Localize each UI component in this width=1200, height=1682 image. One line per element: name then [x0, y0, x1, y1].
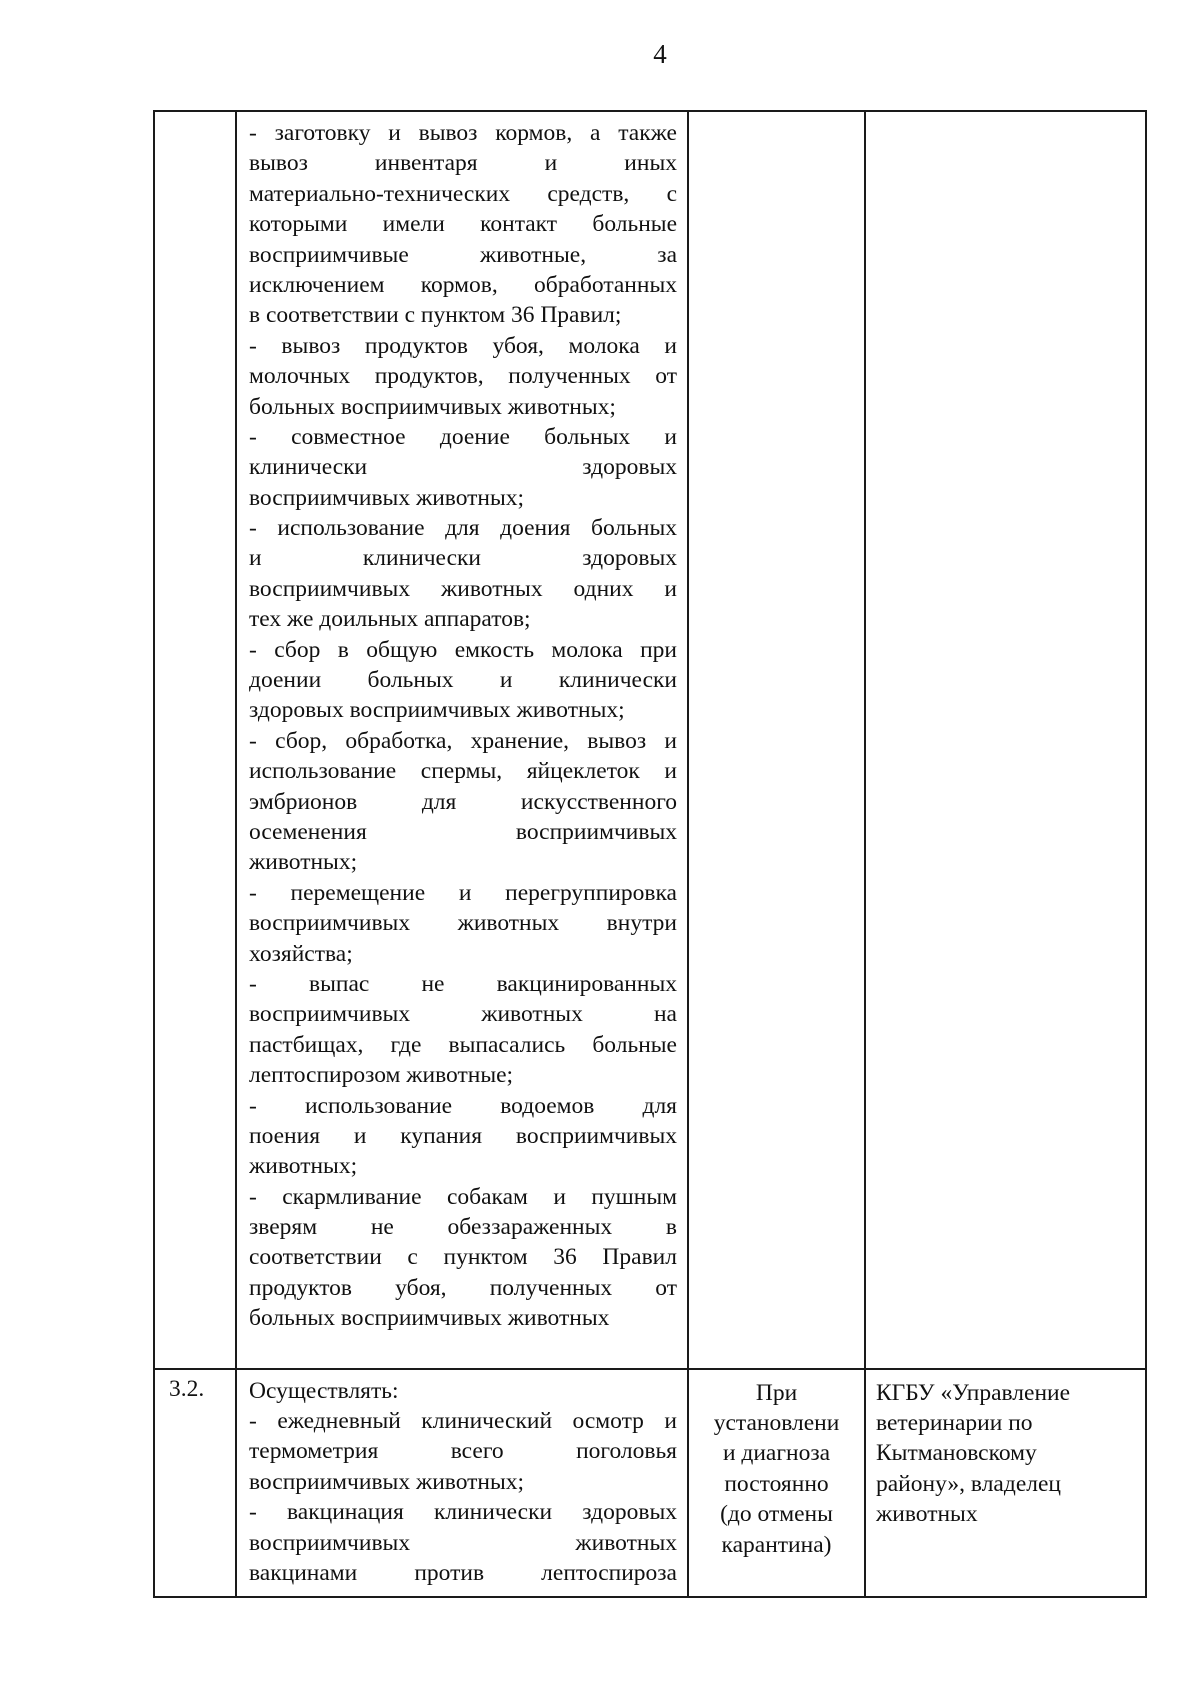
time-text — [693, 1378, 860, 1560]
responsible-line: КГБУ «Управление — [876, 1379, 1071, 1406]
page-number: 4 — [653, 39, 667, 69]
activity-line: материально-технических средств, с — [249, 180, 677, 207]
activity-line: зверям не обеззараженных в — [249, 1214, 677, 1241]
responsible-line: животных — [876, 1501, 978, 1528]
activity-line: - совместное доение больных и — [249, 423, 677, 450]
activity-line: термометрия всего поголовья — [249, 1438, 677, 1465]
responsible-line: Кытмановскому — [876, 1440, 1037, 1467]
activity-line: - использование для доения больных — [249, 515, 677, 542]
responsible-cell — [865, 111, 1146, 1369]
activity-line: клинически здоровых — [249, 454, 677, 481]
activity-line: - вакцинация клинически здоровых — [249, 1499, 677, 1526]
activity-line: Осуществлять: — [249, 1377, 399, 1404]
activity-line: - вывоз продуктов убоя, молока и — [249, 332, 677, 359]
activity-line: - выпас не вакцинированных — [249, 970, 677, 997]
activity-line: молочных продуктов, полученных от — [249, 363, 677, 390]
activity-line: больных восприимчивых животных; — [249, 393, 616, 420]
activity-line: - ежедневный клинический осмотр и — [249, 1408, 677, 1435]
responsible-cell — [865, 1369, 1146, 1598]
responsible-text — [876, 1378, 1139, 1530]
activity-line: осеменения восприимчивых — [249, 818, 677, 845]
time-line: установлени — [713, 1410, 840, 1437]
measures-table — [153, 110, 1147, 1598]
row-number-cell — [154, 111, 236, 1369]
activity-line: в соответствии с пунктом 36 Правил; — [249, 302, 622, 329]
row-number: 3.2. — [169, 1375, 205, 1402]
activity-cell — [236, 1369, 688, 1598]
row-number-cell — [154, 1369, 236, 1598]
activity-line: восприимчивые животные, за — [249, 241, 677, 268]
activity-line: - скармливание собакам и пушным — [249, 1183, 677, 1210]
activity-line: восприимчивых животных; — [249, 484, 525, 511]
activity-line: лептоспирозом животные; — [249, 1062, 514, 1089]
time-line: (до отмены — [720, 1501, 833, 1528]
activity-line: поения и купания восприимчивых — [249, 1122, 677, 1149]
activity-line: и клинически здоровых — [249, 545, 677, 572]
activity-line: использование спермы, яйцеклеток и — [249, 758, 677, 785]
activity-line: восприимчивых животных — [249, 1529, 677, 1556]
activity-line: соответствии с пунктом 36 Правил — [249, 1244, 677, 1271]
activity-line: - использование водоемов для — [249, 1092, 677, 1119]
time-line: и диагноза — [722, 1440, 831, 1467]
table-row — [154, 1369, 1146, 1598]
activity-line: восприимчивых животных на — [249, 1001, 677, 1028]
activity-line: - перемещение и перегруппировка — [249, 879, 677, 906]
activity-line: восприимчивых животных одних и — [249, 575, 677, 602]
activity-line: вакцинами против лептоспироза — [249, 1559, 677, 1586]
responsible-line: району», владелец — [876, 1470, 1061, 1497]
activity-line: которыми имели контакт больные — [249, 211, 677, 238]
activity-cell — [236, 111, 688, 1369]
activity-line: пастбищах, где выпасались больные — [249, 1031, 677, 1058]
activity-line: животных; — [249, 1153, 358, 1180]
table-row — [154, 111, 1146, 1369]
activity-line: здоровых восприимчивых животных; — [249, 697, 625, 724]
responsible-line: ветеринарии по — [876, 1410, 1033, 1437]
activity-line: хозяйства; — [249, 940, 353, 967]
activity-line: - сбор в общую емкость молока при — [249, 636, 677, 663]
activity-line: эмбрионов для искусственного — [249, 788, 677, 815]
time-line: карантина) — [721, 1531, 832, 1558]
activity-line: - сбор, обработка, хранение, вывоз и — [249, 727, 677, 754]
activity-text — [237, 1370, 687, 1597]
activity-line: исключением кормов, обработанных — [249, 271, 677, 298]
activity-line: больных восприимчивых животных — [249, 1305, 610, 1332]
time-cell — [688, 111, 865, 1369]
activity-line: восприимчивых животных внутри — [249, 910, 677, 937]
time-line: постоянно — [724, 1470, 829, 1497]
activity-text — [237, 112, 687, 1368]
activity-line: доении больных и клинически — [249, 667, 677, 694]
activity-line: животных; — [249, 849, 358, 876]
activity-line: - заготовку и вывоз кормов, а также — [249, 120, 677, 146]
activity-line: тех же доильных аппаратов; — [249, 606, 531, 633]
activity-line: продуктов убоя, полученных от — [249, 1274, 677, 1301]
activity-line: восприимчивых животных; — [249, 1468, 525, 1495]
activity-line: вывоз инвентаря и иных — [249, 150, 677, 177]
time-cell — [688, 1369, 865, 1598]
time-line: При — [755, 1379, 798, 1406]
